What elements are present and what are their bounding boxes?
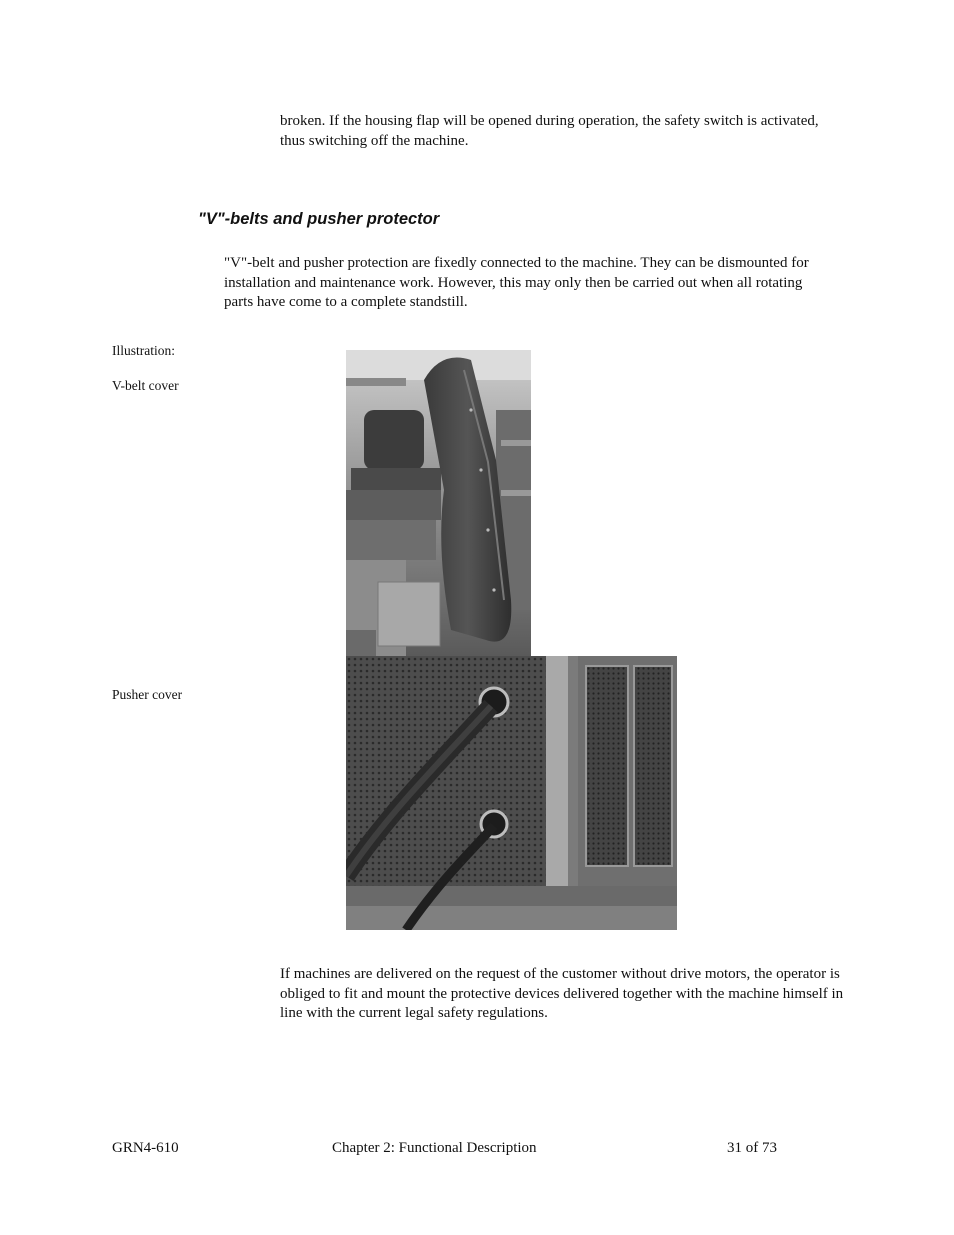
- paragraph-drive-motors: If machines are delivered on the request of the customer without drive motors, the operator is obliged to fit and mount the protective devices delivered together with the machine himself in line with the current legal safety regulations.: [280, 966, 844, 1022]
- illustration-label: Illustration:: [112, 343, 175, 358]
- footer-doc-id: GRN4-610: [112, 1140, 179, 1156]
- vbelt-cover-label: V-belt cover: [112, 378, 179, 393]
- paragraph-protection: "V"-belt and pusher protection are fixedly connected to the machine. They can be dismounted for installation and maintenance work. However, this may only then be carried out when all rotating parts have come to a complete standstill.: [224, 255, 809, 311]
- footer-chapter: Chapter 2: Functional Description: [332, 1140, 537, 1156]
- section-heading: "V"-belts and pusher protector: [198, 210, 440, 228]
- pusher-cover-photo: [346, 656, 677, 930]
- vbelt-cover-photo: [346, 350, 531, 656]
- pusher-cover-label: Pusher cover: [112, 687, 183, 702]
- paragraph-safety-switch: broken. If the housing flap will be opened during operation, the safety switch is activated, thus switching off the machine.: [280, 113, 819, 149]
- footer-page-number: 31 of 73: [727, 1140, 777, 1156]
